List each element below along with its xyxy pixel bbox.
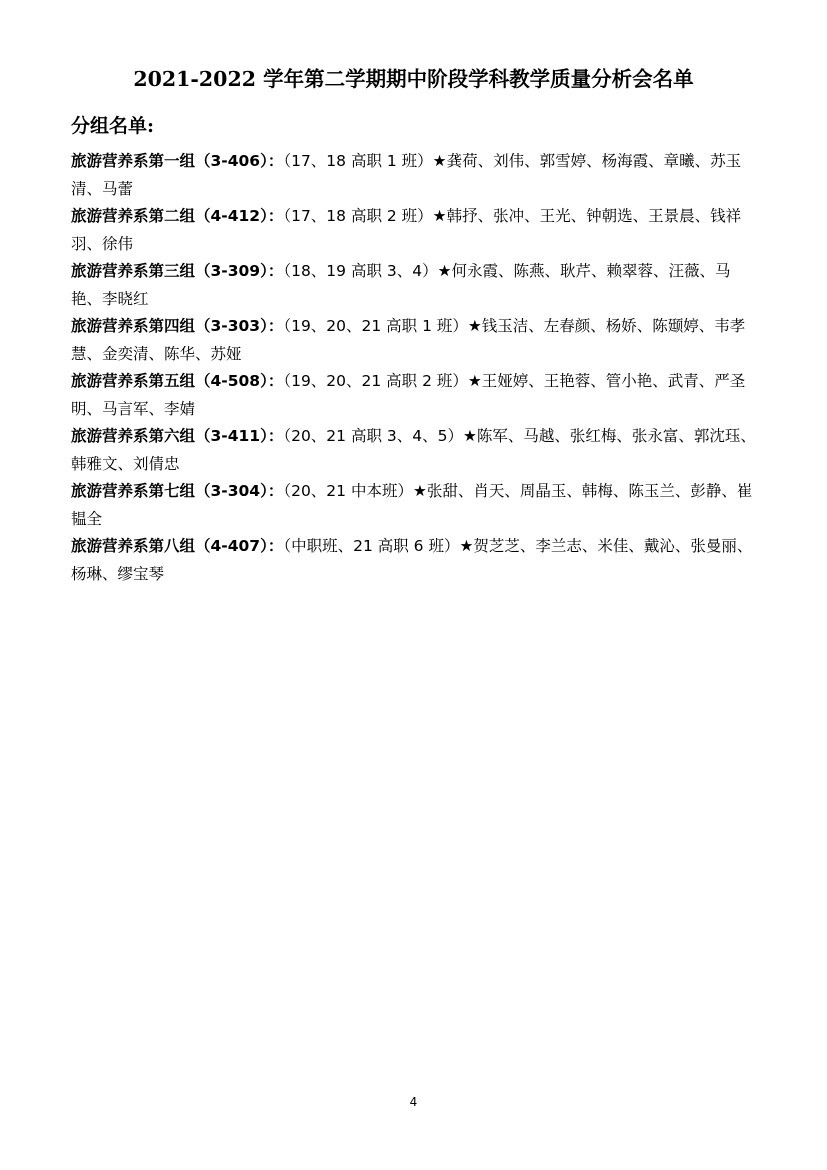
group-name: 旅游营养系第五组（4-508）： bbox=[71, 372, 284, 390]
group-members: （20、21 中本班）★张甜、肖天、周晶玉、韩梅、陈玉兰、彭静、崔韫全 bbox=[71, 482, 753, 528]
group-members: （17、18 高职 2 班）★韩抒、张冲、王光、钟朝选、王景晨、钱祥羽、徐伟 bbox=[71, 207, 742, 253]
section-heading: 分组名单: bbox=[71, 115, 155, 137]
group-item-8 bbox=[71, 533, 757, 588]
group-item-1 bbox=[71, 148, 757, 203]
group-members: （19、20、21 高职 2 班）★王娅婷、王艳蓉、管小艳、武青、严圣明、马言军、李婧 bbox=[71, 372, 746, 418]
group-members: （中职班、21 高职 6 班）★贺芝芝、李兰志、米佳、戴沁、张曼丽、杨琳、缪宝琴 bbox=[71, 537, 753, 583]
group-item-6 bbox=[71, 423, 757, 478]
group-members: （19、20、21 高职 1 班）★钱玉洁、左春颜、杨娇、陈颋婷、韦孝慧、金奕清、陈华、苏娅 bbox=[71, 317, 746, 363]
group-name: 旅游营养系第二组（4-412）： bbox=[71, 207, 284, 225]
group-members: （18、19 高职 3、4）★何永霞、陈燕、耿芹、赖翠蓉、汪薇、马艳、李晓红 bbox=[71, 262, 731, 308]
group-members: （17、18 高职 1 班）★龚荷、刘伟、郭雪婷、杨海霞、章曦、苏玉清、马蕾 bbox=[71, 152, 742, 198]
group-name: 旅游营养系第三组（3-309）： bbox=[71, 262, 284, 280]
group-item-5 bbox=[71, 368, 757, 423]
group-item-2 bbox=[71, 203, 757, 258]
group-item-3 bbox=[71, 258, 757, 313]
group-members: （20、21 高职 3、4、5）★陈军、马越、张红梅、张永富、郭沈珏、韩雅文、刘倩忠 bbox=[71, 427, 756, 473]
group-list bbox=[71, 148, 757, 588]
group-name: 旅游营养系第八组（4-407）： bbox=[71, 537, 284, 555]
group-name: 旅游营养系第一组（3-406）： bbox=[71, 152, 284, 170]
group-item-4 bbox=[71, 313, 757, 368]
group-item-7 bbox=[71, 478, 757, 533]
group-name: 旅游营养系第七组（3-304）： bbox=[71, 482, 284, 500]
page-title: 2021-2022 学年第二学期期中阶段学科教学质量分析会名单 bbox=[133, 67, 694, 91]
group-name: 旅游营养系第六组（3-411）： bbox=[71, 427, 284, 445]
group-name: 旅游营养系第四组（3-303）： bbox=[71, 317, 284, 335]
page-number: 4 bbox=[409, 1095, 418, 1109]
